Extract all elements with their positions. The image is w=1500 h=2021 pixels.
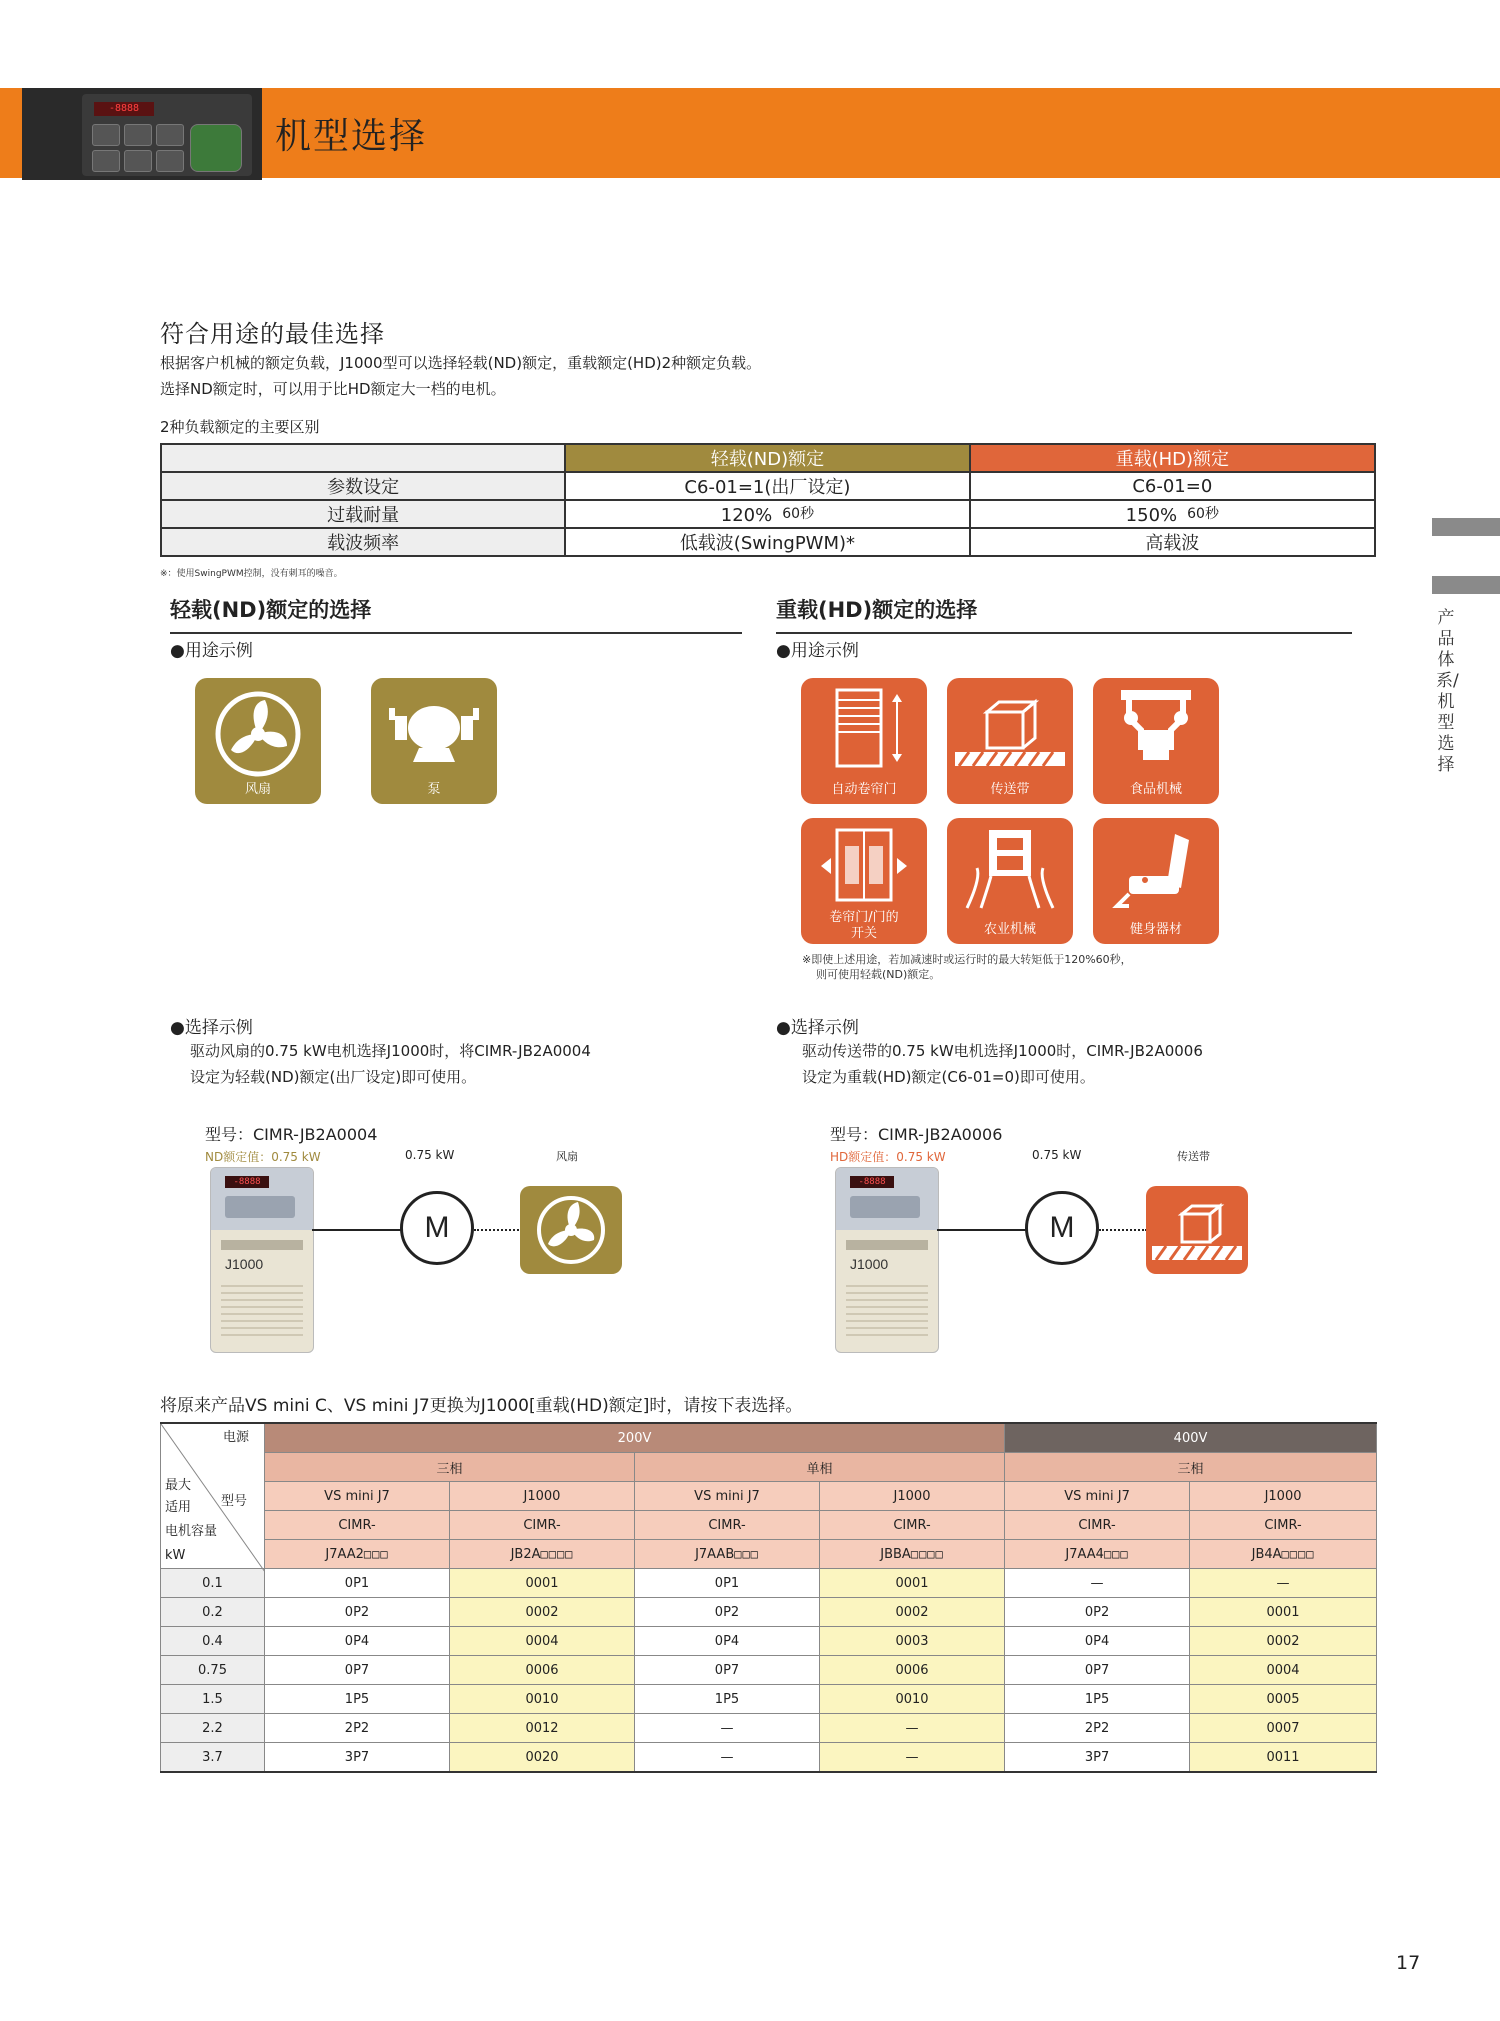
food-machine-tile bbox=[1093, 678, 1219, 804]
comparison-table bbox=[160, 443, 1376, 557]
prefix-text: J7AA4 bbox=[1065, 1546, 1104, 1562]
tile-label: 农业机械 bbox=[983, 922, 1036, 937]
example-text: 驱动风扇的0.75 kW电机选择J1000时，将CIMR-JB2A0004 bbox=[190, 1042, 591, 1060]
selection-example-label: ●选择示例 bbox=[776, 1018, 859, 1038]
note-line: ※即使上述用途，若加减速时或运行时的最大转矩低于120%60秒， bbox=[802, 953, 1132, 966]
table-cell: 0001 bbox=[820, 1569, 1005, 1598]
tile-label: 健身器材 bbox=[1129, 922, 1182, 937]
series-header: J1000 bbox=[820, 1482, 1005, 1511]
table-header-cell: 重载(HD)额定 bbox=[970, 444, 1375, 472]
kw-cell: 0.1 bbox=[161, 1569, 265, 1598]
phase-row bbox=[161, 1453, 1377, 1482]
motor-kw: 0.75 kW bbox=[405, 1148, 455, 1162]
keypad-led: -8888 bbox=[94, 102, 154, 116]
phase-header: 三相 bbox=[1005, 1453, 1377, 1482]
cimr-label: CIMR- bbox=[1190, 1511, 1377, 1540]
table-cell: — bbox=[635, 1743, 820, 1773]
table-row bbox=[161, 528, 1375, 556]
cimr-label: CIMR- bbox=[635, 1511, 820, 1540]
table-header-cell bbox=[161, 444, 565, 472]
drive-name: J1000 bbox=[225, 1256, 264, 1272]
table-cell: 2P2 bbox=[1005, 1714, 1190, 1743]
cimr-label: CIMR- bbox=[450, 1511, 635, 1540]
prefix-text: JB4A bbox=[1251, 1546, 1282, 1562]
usage-example-label: ●用途示例 bbox=[170, 641, 253, 661]
table-row bbox=[161, 1598, 1377, 1627]
tile-label-line: 卷帘门/门的 bbox=[829, 910, 899, 925]
placeholder-boxes: □□□ bbox=[1103, 1546, 1129, 1561]
prefix-text: JB2A bbox=[510, 1546, 541, 1562]
load-label: 传送带 bbox=[1177, 1150, 1210, 1163]
table-cell: 0P2 bbox=[265, 1598, 450, 1627]
motor-kw: 0.75 kW bbox=[1032, 1148, 1082, 1162]
table-cell: 0005 bbox=[1190, 1685, 1377, 1714]
selection-example-label: ●选择示例 bbox=[170, 1018, 253, 1038]
model-prefix bbox=[265, 1540, 450, 1569]
agriculture-tile bbox=[947, 818, 1073, 944]
fan-icon bbox=[520, 1186, 622, 1274]
cimr-label: CIMR- bbox=[820, 1511, 1005, 1540]
table-cell: 低载波(SwingPWM)* bbox=[565, 528, 969, 556]
pump-tile bbox=[371, 678, 497, 804]
corner-label: 电源 bbox=[223, 1430, 250, 1445]
page-number: 17 bbox=[1396, 1952, 1421, 1974]
table-row bbox=[161, 472, 1375, 500]
usage-example-label: ●用途示例 bbox=[776, 641, 859, 661]
series-header: VS mini J7 bbox=[635, 1482, 820, 1511]
row-label: 载波频率 bbox=[161, 528, 565, 556]
table-cell: 0P4 bbox=[1005, 1627, 1190, 1656]
table-corner bbox=[161, 1423, 265, 1569]
side-tab-marker-active bbox=[1432, 576, 1500, 594]
replacement-table bbox=[160, 1422, 1377, 1773]
shaft-line bbox=[474, 1229, 522, 1231]
hd-section-title: 重载(HD)额定的选择 bbox=[776, 594, 1352, 634]
voltage-row bbox=[161, 1423, 1377, 1453]
table-cell: 1P5 bbox=[265, 1685, 450, 1714]
table-cell: 0007 bbox=[1190, 1714, 1377, 1743]
fitness-tile bbox=[1093, 818, 1219, 944]
cimr-label: CIMR- bbox=[265, 1511, 450, 1540]
table-row bbox=[161, 500, 1375, 528]
table-row bbox=[161, 1714, 1377, 1743]
corner-label: 最大 bbox=[165, 1478, 192, 1493]
corner-label: kW bbox=[165, 1548, 186, 1563]
comparison-caption: 2种负载额定的主要区别 bbox=[160, 418, 320, 436]
table-cell: 0006 bbox=[820, 1656, 1005, 1685]
table-cell: 0010 bbox=[450, 1685, 635, 1714]
table-cell bbox=[970, 500, 1375, 528]
prefix-row bbox=[161, 1540, 1377, 1569]
shaft-line bbox=[1099, 1229, 1147, 1231]
prefix-text: J7AA2 bbox=[325, 1546, 364, 1562]
prefix-text: JBBA bbox=[880, 1546, 911, 1562]
kw-cell: 1.5 bbox=[161, 1685, 265, 1714]
table-cell: 0012 bbox=[450, 1714, 635, 1743]
placeholder-boxes: □□□ bbox=[734, 1546, 759, 1561]
table-cell: 0001 bbox=[1190, 1598, 1377, 1627]
drive-name: J1000 bbox=[850, 1256, 889, 1272]
usage-note bbox=[802, 952, 1132, 982]
table-cell: — bbox=[820, 1714, 1005, 1743]
placeholder-boxes: □□□□ bbox=[540, 1546, 574, 1561]
table-cell: 0P1 bbox=[265, 1569, 450, 1598]
door-tile bbox=[801, 818, 927, 944]
table-cell: — bbox=[1190, 1569, 1377, 1598]
table-cell: 2P2 bbox=[265, 1714, 450, 1743]
corner-label: 适用 bbox=[165, 1500, 192, 1515]
cimr-label: CIMR- bbox=[1005, 1511, 1190, 1540]
fan-tile bbox=[195, 678, 321, 804]
table-cell: 0P4 bbox=[635, 1627, 820, 1656]
cell-note: 60秒 bbox=[782, 505, 815, 522]
corner-label: 型号 bbox=[221, 1494, 248, 1509]
table-cell: — bbox=[820, 1743, 1005, 1773]
corner-label: 电机容量 bbox=[165, 1524, 218, 1539]
table-cell: 1P5 bbox=[635, 1685, 820, 1714]
cimr-row bbox=[161, 1511, 1377, 1540]
table-cell: 0P7 bbox=[1005, 1656, 1190, 1685]
table-cell: 0P2 bbox=[1005, 1598, 1190, 1627]
connection-line bbox=[312, 1229, 402, 1231]
table-cell: 0P4 bbox=[265, 1627, 450, 1656]
model-label: 型号：CIMR-JB2A0006 bbox=[830, 1125, 1003, 1144]
placeholder-boxes: □□□□ bbox=[1281, 1546, 1315, 1561]
table-row bbox=[161, 1656, 1377, 1685]
table-row bbox=[161, 1627, 1377, 1656]
example-text: 设定为轻载(ND)额定(出厂设定)即可使用。 bbox=[190, 1068, 477, 1086]
table-cell: 0002 bbox=[820, 1598, 1005, 1627]
series-header: VS mini J7 bbox=[265, 1482, 450, 1511]
kw-cell: 3.7 bbox=[161, 1743, 265, 1773]
conveyor-load-tile bbox=[1146, 1186, 1248, 1274]
table-cell: 0011 bbox=[1190, 1743, 1377, 1773]
table-cell: 0004 bbox=[1190, 1656, 1377, 1685]
conveyor-icon bbox=[1146, 1186, 1248, 1274]
table-cell bbox=[565, 500, 969, 528]
table-header-cell: 轻载(ND)额定 bbox=[565, 444, 969, 472]
prefix-text: J7AAB bbox=[695, 1546, 735, 1562]
table-cell: 0003 bbox=[820, 1627, 1005, 1656]
side-tab-marker bbox=[1432, 518, 1500, 536]
j1000-drive-image: -8888 J1000 bbox=[210, 1167, 314, 1353]
model-prefix bbox=[450, 1540, 635, 1569]
table-header-row bbox=[161, 444, 1375, 472]
table-cell: — bbox=[1005, 1569, 1190, 1598]
j1000-drive-image: -8888 J1000 bbox=[835, 1167, 939, 1353]
phase-header: 三相 bbox=[265, 1453, 635, 1482]
cell-value: 150% bbox=[1125, 504, 1178, 526]
model-label: 型号：CIMR-JB2A0004 bbox=[205, 1125, 378, 1144]
example-text: 驱动传送带的0.75 kW电机选择J1000时，CIMR-JB2A0006 bbox=[802, 1042, 1203, 1060]
kw-cell: 0.4 bbox=[161, 1627, 265, 1656]
table-cell: 3P7 bbox=[265, 1743, 450, 1773]
table-row bbox=[161, 1685, 1377, 1714]
tile-label-line: 开关 bbox=[850, 926, 877, 941]
tile-label: 风扇 bbox=[244, 782, 271, 797]
tile-label: 自动卷帘门 bbox=[831, 782, 897, 797]
row-label: 过载耐量 bbox=[161, 500, 565, 528]
tile-label bbox=[801, 910, 927, 942]
footnote: ※：使用SwingPWM控制，没有刺耳的噪音。 bbox=[160, 569, 343, 579]
tile-label: 食品机械 bbox=[1129, 782, 1182, 797]
load-label: 风扇 bbox=[556, 1150, 578, 1163]
connection-line bbox=[937, 1229, 1027, 1231]
model-prefix bbox=[635, 1540, 820, 1569]
placeholder-boxes: □□□□ bbox=[910, 1546, 944, 1561]
tile-label: 泵 bbox=[427, 782, 441, 797]
table-cell: 高载波 bbox=[970, 528, 1375, 556]
replacement-caption: 将原来产品VS mini C、VS mini J7更换为J1000[重载(HD)额定]时，请按下表选择。 bbox=[160, 1396, 803, 1416]
rated-value: ND额定值：0.75 kW bbox=[205, 1150, 321, 1164]
note-line: 则可使用轻载(ND)额定。 bbox=[816, 968, 941, 981]
cell-value: 120% bbox=[720, 504, 773, 526]
series-row bbox=[161, 1482, 1377, 1511]
voltage-header: 400V bbox=[1005, 1423, 1377, 1453]
cell-note: 60秒 bbox=[1187, 505, 1219, 522]
kw-cell: 0.2 bbox=[161, 1598, 265, 1627]
table-cell: 0006 bbox=[450, 1656, 635, 1685]
table-cell: 1P5 bbox=[1005, 1685, 1190, 1714]
table-cell: C6-01=1(出厂设定) bbox=[565, 472, 969, 500]
series-header: J1000 bbox=[450, 1482, 635, 1511]
side-tab-label: 产品体系/机型选择 bbox=[1436, 608, 1459, 775]
model-prefix bbox=[1190, 1540, 1377, 1569]
table-cell: 3P7 bbox=[1005, 1743, 1190, 1773]
series-header: VS mini J7 bbox=[1005, 1482, 1190, 1511]
kw-cell: 2.2 bbox=[161, 1714, 265, 1743]
table-cell: C6-01=0 bbox=[970, 472, 1375, 500]
page-title: 机型选择 bbox=[275, 116, 428, 157]
conveyor-tile bbox=[947, 678, 1073, 804]
table-row bbox=[161, 1743, 1377, 1773]
tile-label: 传送带 bbox=[990, 782, 1030, 797]
table-cell: 0P2 bbox=[635, 1598, 820, 1627]
table-cell: — bbox=[635, 1714, 820, 1743]
table-cell: 0004 bbox=[450, 1627, 635, 1656]
table-row bbox=[161, 1569, 1377, 1598]
table-cell: 0002 bbox=[1190, 1627, 1377, 1656]
fan-load-tile bbox=[520, 1186, 622, 1274]
row-label: 参数设定 bbox=[161, 472, 565, 500]
shutter-tile bbox=[801, 678, 927, 804]
nd-section-title: 轻载(ND)额定的选择 bbox=[170, 594, 742, 634]
header-keypad-image bbox=[22, 88, 262, 180]
model-prefix bbox=[820, 1540, 1005, 1569]
placeholder-boxes: □□□ bbox=[363, 1546, 389, 1561]
table-cell: 0P7 bbox=[265, 1656, 450, 1685]
motor-icon: M bbox=[1025, 1191, 1099, 1265]
series-header: J1000 bbox=[1190, 1482, 1377, 1511]
voltage-header: 200V bbox=[265, 1423, 1005, 1453]
intro-text: 根据客户机械的额定负载，J1000型可以选择轻载(ND)额定，重载额定(HD)2种额定负载。 bbox=[160, 354, 762, 372]
rated-value: HD额定值：0.75 kW bbox=[830, 1150, 946, 1164]
motor-icon: M bbox=[400, 1191, 474, 1265]
table-cell: 0001 bbox=[450, 1569, 635, 1598]
table-cell: 0002 bbox=[450, 1598, 635, 1627]
model-prefix bbox=[1005, 1540, 1190, 1569]
table-cell: 0010 bbox=[820, 1685, 1005, 1714]
table-cell: 0P1 bbox=[635, 1569, 820, 1598]
intro-heading: 符合用途的最佳选择 bbox=[160, 320, 385, 348]
table-cell: 0020 bbox=[450, 1743, 635, 1773]
table-cell: 0P7 bbox=[635, 1656, 820, 1685]
phase-header: 单相 bbox=[635, 1453, 1005, 1482]
kw-cell: 0.75 bbox=[161, 1656, 265, 1685]
example-text: 设定为重载(HD)额定(C6-01=0)即可使用。 bbox=[802, 1068, 1095, 1086]
intro-text: 选择ND额定时，可以用于比HD额定大一档的电机。 bbox=[160, 380, 506, 398]
